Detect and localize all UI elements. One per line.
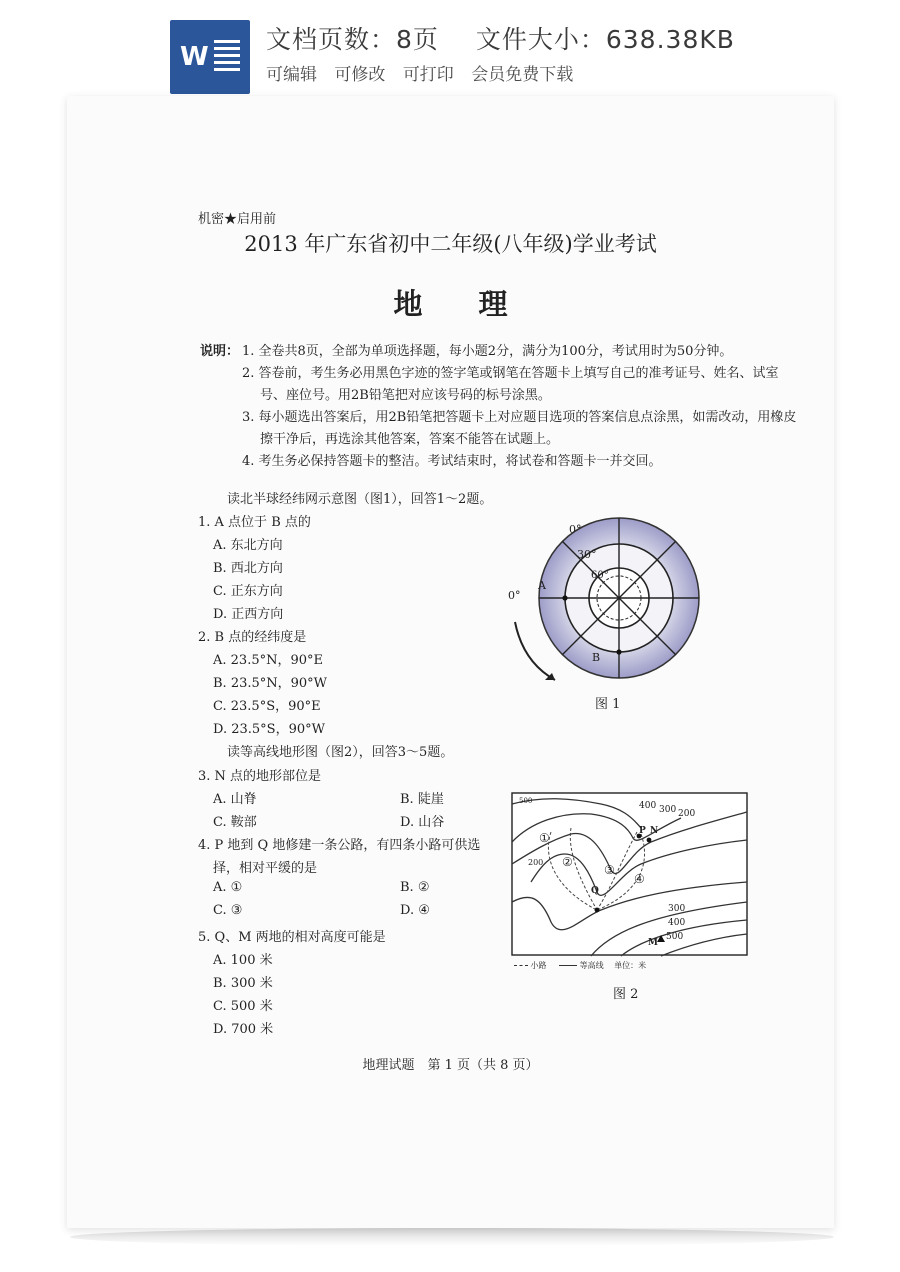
figure-2-caption: 图 2 bbox=[613, 987, 639, 1002]
question-1-option: A. 东北方向 bbox=[213, 538, 283, 553]
contour-label: 200 bbox=[678, 809, 696, 819]
instructions bbox=[200, 341, 800, 473]
contour-label: 500 bbox=[666, 932, 684, 942]
question-2-option: D. 23.5°S，90°W bbox=[213, 722, 325, 737]
point-n-label: N bbox=[650, 826, 659, 836]
figure-2-contour-map bbox=[511, 792, 749, 958]
question-1-stem: 1. A 点位于 B 点的 bbox=[198, 515, 311, 530]
reading-prompt-2: 读等高线地形图（图2），回答3～5题。 bbox=[227, 745, 454, 760]
question-2-stem: 2. B 点的经纬度是 bbox=[198, 630, 307, 645]
confidential-mark: 机密★启用前 bbox=[198, 212, 277, 227]
question-3-option: D. 山谷 bbox=[400, 815, 445, 830]
reading-prompt-1: 读北半球经纬网示意图（图1），回答1～2题。 bbox=[227, 492, 493, 507]
question-4-option: A. ① bbox=[213, 880, 243, 895]
member-free-download: 会员免费下载 bbox=[471, 65, 574, 85]
subject-title: 地理 bbox=[393, 287, 564, 321]
question-4-option: D. ④ bbox=[400, 903, 430, 918]
legend-path-label: 小路 bbox=[530, 961, 547, 970]
fig1-point-a-label: A bbox=[538, 579, 546, 592]
question-4-stem: 4. P 地到 Q 地修建一条公路，有四条小路可供选 bbox=[198, 838, 481, 853]
route-mark: ① bbox=[539, 831, 550, 845]
question-5-option: B. 300 米 bbox=[213, 976, 273, 991]
contour-label: 200 bbox=[528, 858, 544, 867]
question-3-option: B. 陡崖 bbox=[400, 792, 444, 807]
point-b-marker bbox=[616, 649, 621, 654]
instruction-item: 1. 全卷共8页，全部为单项选择题，每小题2分，满分为100分，考试用时为50分钟。 bbox=[242, 344, 733, 359]
point-a-marker bbox=[562, 595, 567, 600]
contour-label: 400 bbox=[668, 918, 686, 928]
question-2-option: A. 23.5°N，90°E bbox=[213, 653, 324, 668]
question-5-option: A. 100 米 bbox=[213, 953, 273, 968]
question-3-stem: 3. N 点的地形部位是 bbox=[198, 769, 322, 784]
question-3-option: A. 山脊 bbox=[213, 792, 257, 807]
exam-title: 2013 年广东省初中二年级(八年级)学业考试 bbox=[244, 232, 657, 256]
feature-printable: 可打印 bbox=[402, 65, 454, 85]
instruction-item: 2. 答卷前，考生务必用黑色字迹的签字笔或钢笔在答题卡上填写自己的准考证号、姓名、试室号、座位号。用2B铅笔把对应该号码的标号涂黑。 bbox=[242, 366, 779, 403]
question-5-stem: 5. Q、M 两地的相对高度可能是 bbox=[198, 930, 386, 945]
question-2-option: B. 23.5°N，90°W bbox=[213, 676, 328, 691]
contour-label: 300 bbox=[659, 805, 677, 815]
fig1-lat0-label: 0° bbox=[569, 523, 582, 536]
contour-label: 500 bbox=[519, 797, 533, 805]
fig1-lat30-label: 30° bbox=[577, 548, 597, 561]
instruction-item: 4. 考生务必保持答题卡的整洁。考试结束时，将试卷和答题卡一并交回。 bbox=[242, 454, 662, 469]
point-p-label: P bbox=[639, 826, 646, 836]
exam-paper-page bbox=[67, 96, 834, 1228]
contour-label: 300 bbox=[668, 904, 686, 914]
point-q-marker bbox=[595, 908, 600, 913]
point-m-label: M bbox=[648, 938, 658, 948]
legend-unit-label: 单位：米 bbox=[614, 961, 647, 970]
fig1-point-b-label: B bbox=[592, 651, 601, 664]
question-4-option: C. ③ bbox=[213, 903, 243, 918]
map-legend bbox=[514, 960, 646, 971]
question-4-option: B. ② bbox=[400, 880, 430, 895]
question-5-option: C. 500 米 bbox=[213, 999, 273, 1014]
map-frame bbox=[512, 793, 747, 955]
fig1-lon0-label: 0° bbox=[508, 589, 521, 602]
point-q-label: Q bbox=[591, 886, 599, 896]
figure-1-graticule-diagram bbox=[497, 512, 707, 692]
feature-editable: 可编辑 bbox=[266, 65, 317, 85]
route-mark: ② bbox=[562, 855, 573, 869]
word-logo-letter: W bbox=[180, 42, 209, 72]
route-mark: ④ bbox=[634, 872, 645, 886]
feature-modifiable: 可修改 bbox=[334, 65, 386, 85]
fig1-lat60-label: 60° bbox=[591, 570, 609, 581]
question-1-option: C. 正东方向 bbox=[213, 584, 283, 599]
document-meta bbox=[266, 20, 763, 85]
figure-1-caption: 图 1 bbox=[595, 697, 621, 712]
word-document-icon bbox=[170, 20, 250, 94]
instructions-label: 说明： bbox=[200, 344, 240, 359]
question-1-option: D. 正西方向 bbox=[213, 607, 284, 622]
legend-contour-label: 等高线 bbox=[579, 961, 604, 970]
page-footer: 地理试题 第 1 页（共 8 页） bbox=[362, 1058, 539, 1073]
file-size: 文件大小：638.38KB bbox=[475, 25, 735, 54]
instruction-item: 3. 每小题选出答案后，用2B铅笔把答题卡上对应题目选项的答案信息点涂黑，如需改动，用橡皮擦干净后，再选涂其他答案，答案不能答在试题上。 bbox=[242, 410, 797, 447]
question-5-option: D. 700 米 bbox=[213, 1022, 274, 1037]
contour-label: 400 bbox=[639, 801, 657, 811]
question-3-option: C. 鞍部 bbox=[213, 815, 257, 830]
question-2-option: C. 23.5°S，90°E bbox=[213, 699, 321, 714]
page-count: 文档页数：8页 bbox=[266, 25, 439, 54]
question-4-stem-cont: 择，相对平缓的是 bbox=[213, 861, 318, 876]
route-mark: ③ bbox=[604, 863, 615, 877]
download-banner bbox=[0, 0, 900, 96]
question-1-option: B. 西北方向 bbox=[213, 561, 283, 576]
point-n-marker bbox=[647, 838, 652, 843]
